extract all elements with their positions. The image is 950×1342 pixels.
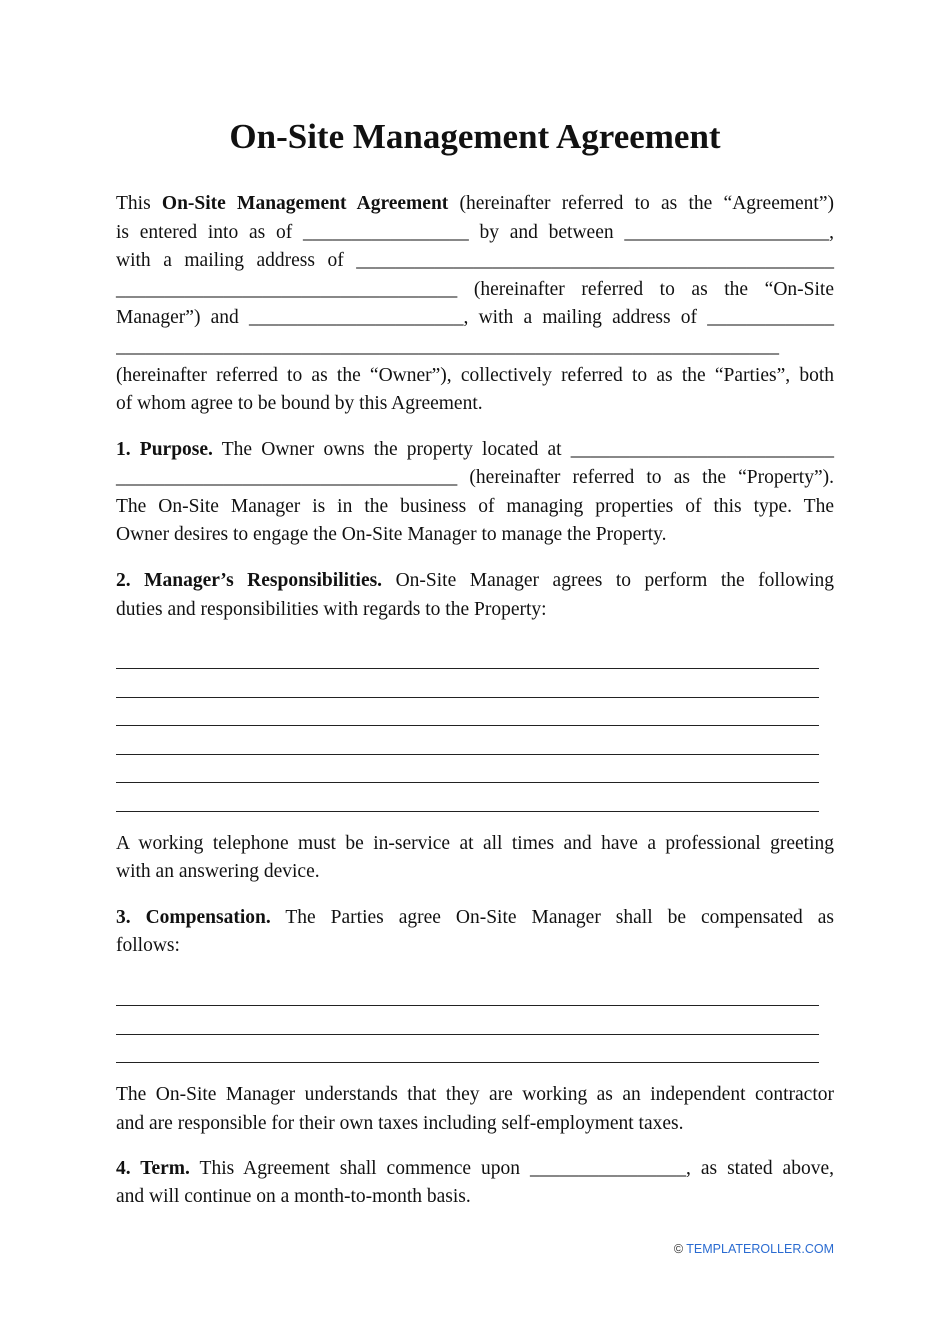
intro-line-1: This On-Site Management Agreement (hereinafter referred to as the “Agreement”) (116, 193, 834, 214)
term-heading: 4. Term. (116, 1158, 190, 1179)
contractor-line-1: The On-Site Manager understands that they are working as an independent contractor (116, 1084, 834, 1105)
compensation-blank-line (116, 1034, 819, 1063)
responsibilities-blank-line (116, 669, 819, 698)
responsibilities-blank-line (116, 697, 819, 726)
telephone-line-2: with an answering device. (116, 861, 320, 882)
contractor-line-2: and are responsible for their own taxes including self-employment taxes. (116, 1113, 684, 1134)
responsibilities-blank-line (116, 783, 819, 812)
responsibilities-heading: 2. Manager’s Responsibilities. (116, 570, 383, 591)
term-line-1: 4. Term. This Agreement shall commence upon ________________, as stated above, (116, 1158, 834, 1179)
purpose-line-1: 1. Purpose. The Owner owns the property located at ___________________________ (116, 439, 834, 460)
intro-line-5: Manager”) and ______________________, with a mailing address of _____________ (116, 307, 834, 328)
responsibilities-blank-line (116, 640, 819, 669)
intro-line-7: (hereinafter referred to as the “Owner”), collectively referred to as the “Parties”, both (116, 365, 834, 386)
agreement-name: On-Site Management Agreement (161, 193, 449, 214)
responsibilities-line-2: duties and responsibilities with regards to the Property: (116, 599, 547, 620)
intro-line-2: is entered into as of _________________ by and between _____________________, (116, 222, 834, 243)
compensation-blank-line (116, 977, 819, 1006)
copyright-icon: © (673, 1242, 684, 1256)
intro-line-3: with a mailing address of _________________________________________________ (116, 250, 834, 271)
responsibilities-blank-line (116, 726, 819, 755)
purpose-line-2: ___________________________________ (hereinafter referred to as the “Property”). (116, 467, 834, 488)
purpose-line-4: Owner desires to engage the On-Site Manager to manage the Property. (116, 524, 667, 545)
purpose-heading: 1. Purpose. (116, 439, 213, 460)
intro-line-6: ____________________________________________________________________ (116, 336, 779, 357)
compensation-blank-line (116, 1006, 819, 1035)
footer-credit (674, 1240, 834, 1258)
responsibilities-blank-line (116, 754, 819, 783)
intro-line-8: of whom agree to be bound by this Agreement. (116, 393, 483, 414)
intro-line-4: ___________________________________ (hereinafter referred to as the “On-Site (116, 279, 834, 300)
responsibilities-line-1: 2. Manager’s Responsibilities. On-Site Manager agrees to perform the following (116, 570, 834, 591)
document-title: On-Site Management Agreement (229, 117, 721, 156)
compensation-heading: 3. Compensation. (116, 907, 271, 928)
term-line-2: and will continue on a month-to-month basis. (116, 1186, 471, 1207)
telephone-line-1: A working telephone must be in-service at all times and have a professional greeting (116, 833, 834, 854)
compensation-line-2: follows: (116, 935, 180, 956)
compensation-line-1: 3. Compensation. The Parties agree On-Site Manager shall be compensated as (116, 907, 834, 928)
purpose-line-3: The On-Site Manager is in the business of managing properties of this type. The (116, 496, 834, 517)
templateroller-link[interactable]: TEMPLATEROLLER.COM (686, 1242, 834, 1256)
